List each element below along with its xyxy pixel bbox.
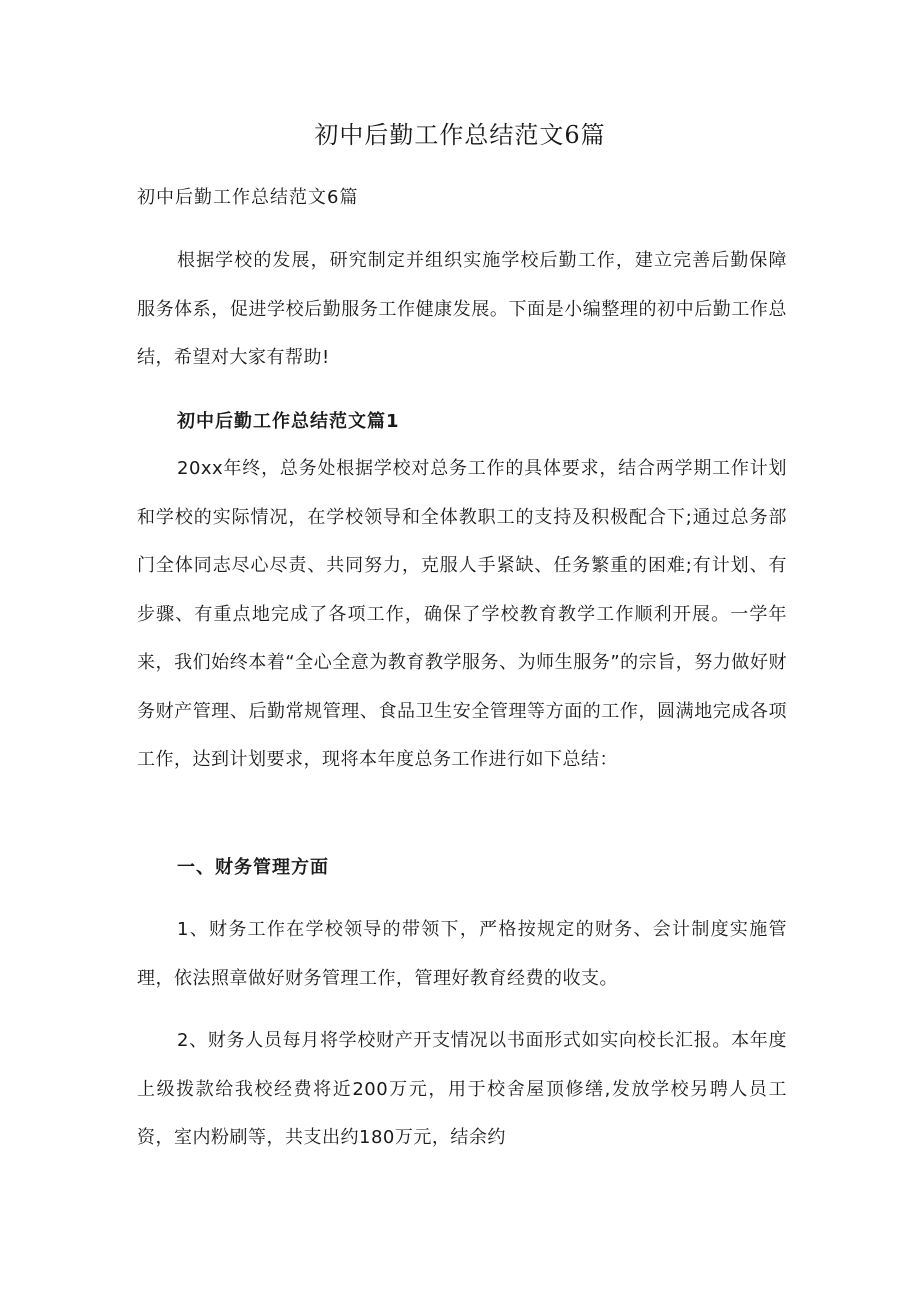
item-1-paragraph: 1、财务工作在学校领导的带领下，严格按规定的财务、会计制度实施管理，依法照章做好财务管理工作，管理好教育经费的收支。 — [137, 919, 787, 989]
document-title: 初中后勤工作总结范文6篇 — [314, 121, 606, 149]
section-1-body: 20xx年终，总务处根据学校对总务工作的具体要求，结合两学期工作计划和学校的实际情况，在学校领导和全体教职工的支持及积极配合下;通过总务部门全体同志尽心尽责、共同努力，克服人手紧缺、任务繁重的困难;有计划、有步骤、有重点地完成了各项工作，确保了学校教育教学工作顺利开展。一学年来，我们始终本着“全心全意为教育教学服务、为师生服务”的宗旨，努力做好财务财产管理、后勤常规管理、食品卫生安全管理等方面的工作，圆满地完成各项工作，达到计划要求，现将本年度总务工作进行如下总结： — [137, 458, 787, 770]
section-1-heading: 初中后勤工作总结范文篇1 — [177, 411, 400, 432]
intro-paragraph: 根据学校的发展，研究制定并组织实施学校后勤工作，建立完善后勤保障服务体系，促进学校后勤服务工作健康发展。下面是小编整理的初中后勤工作总结，希望对大家有帮助! — [137, 250, 787, 368]
item-2-paragraph: 2、财务人员每月将学校财产开支情况以书面形式如实向校长汇报。本年度上级拨款给我校经费将近200万元，用于校舍屋顶修缮,发放学校另聘人员工资，室内粉刷等，共支出约180万元，结余约 — [137, 1030, 787, 1148]
document-subtitle: 初中后勤工作总结范文6篇 — [137, 187, 359, 208]
part-1-heading: 一、财务管理方面 — [177, 857, 329, 878]
